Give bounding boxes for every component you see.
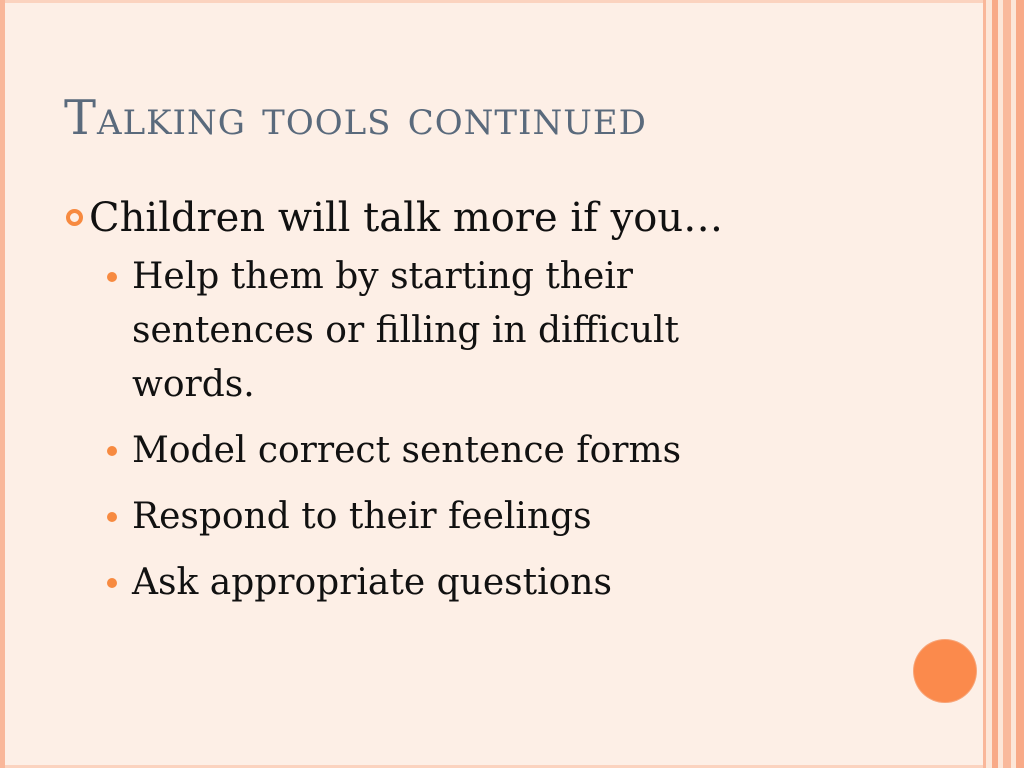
sub-bullet-list (66, 250, 866, 610)
main-bullet-item (66, 190, 866, 246)
list-item (107, 556, 767, 610)
orange-circle-decoration (914, 640, 976, 702)
main-bullet-text: Children will talk more if you… (89, 195, 724, 241)
slide-title: Talking tools continued (64, 90, 647, 146)
list-item (107, 250, 767, 412)
stripe (992, 0, 998, 768)
sub-bullet-text: Respond to their feelings (132, 496, 592, 537)
dot-bullet-icon (107, 512, 117, 522)
slide-content (66, 190, 866, 622)
stripe (1003, 0, 1011, 768)
dot-bullet-icon (107, 272, 117, 282)
stripe (1016, 0, 1024, 768)
top-border (5, 0, 983, 3)
stripe (983, 0, 986, 768)
list-item (107, 424, 767, 478)
sub-bullet-text: Help them by starting their sentences or filling in difficult words. (132, 256, 679, 405)
sub-bullet-text: Ask appropriate questions (132, 562, 612, 603)
left-border (0, 0, 5, 768)
right-stripes-decoration (983, 0, 1024, 768)
dot-bullet-icon (107, 578, 117, 588)
dot-bullet-icon (107, 446, 117, 456)
list-item (107, 490, 767, 544)
sub-bullet-text: Model correct sentence forms (132, 430, 682, 471)
ring-bullet-icon (66, 209, 83, 226)
